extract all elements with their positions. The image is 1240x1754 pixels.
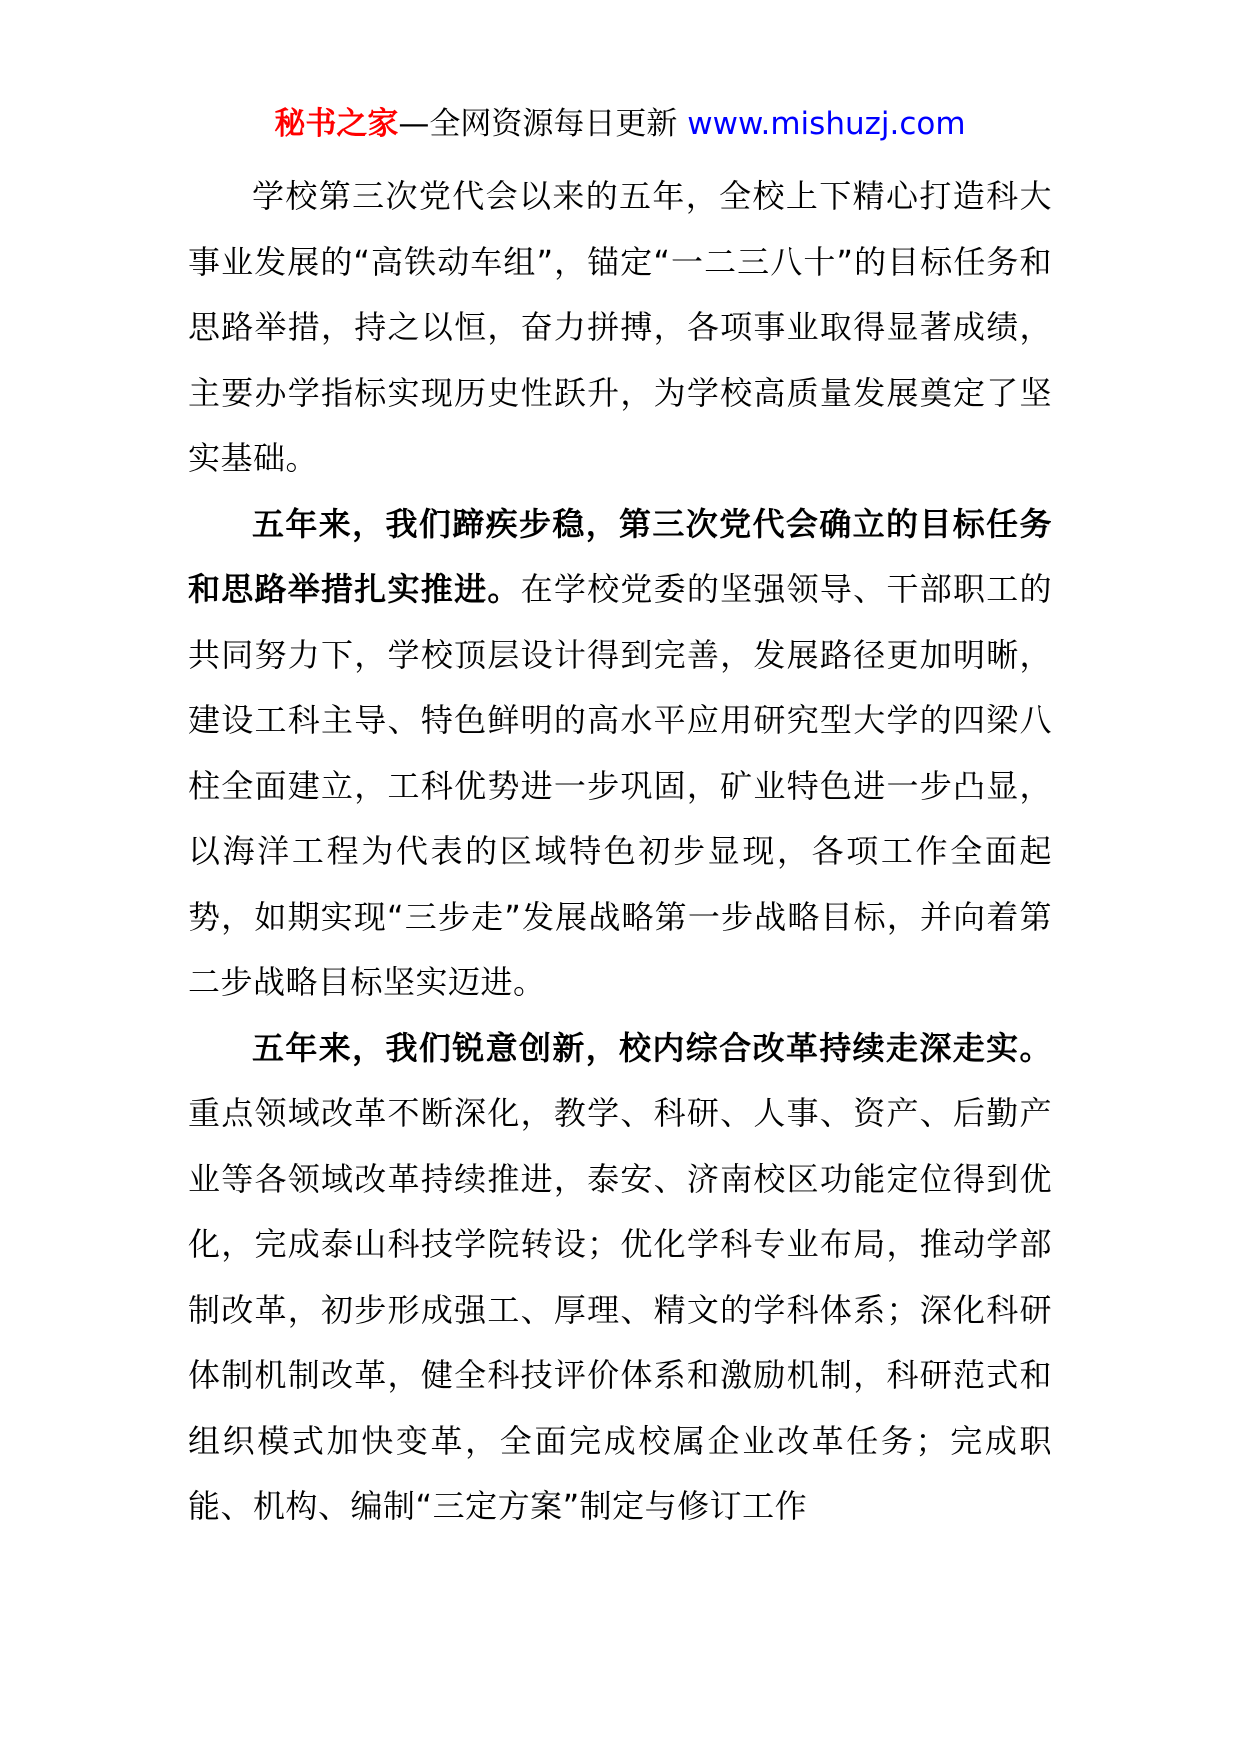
paragraph-text: 重点领域改革不断深化，教学、科研、人事、资产、后勤产业等各领域改革持续推进，泰安、济南校区功能定位得到优化，完成泰山科技学院转设；优化学科专业布局，推动学部制改革，初步形成强工、厚理、精文的学科体系；深化科研体制机制改革，健全科技评价体系和激励机制，科研范式和组织模式加快变革，全面完成校属企业改革任务；完成职能、机构、编制“三定方案”制定与修订工作 xyxy=(188,1094,1052,1525)
paragraph xyxy=(188,164,1052,492)
header-url-link[interactable]: www.mishuzj.com xyxy=(687,106,966,142)
paragraph xyxy=(188,492,1052,1016)
page-header xyxy=(0,104,1240,144)
header-slogan: —全网资源每日更新 xyxy=(398,106,688,142)
paragraph-lead: 五年来，我们蹄疾步稳，第三次党代会确立的目标任务和思路举措扎实推进。 xyxy=(188,504,1052,608)
paragraph-text: 在学校党委的坚强领导、干部职工的共同努力下，学校顶层设计得到完善，发展路径更加明晰，建设工科主导、特色鲜明的高水平应用研究型大学的四梁八柱全面建立，工科优势进一步巩固，矿业特色进一步凸显，以海洋工程为代表的区域特色初步显现，各项工作全面起势，如期实现“三步走”发展战略第一步战略目标，并向着第二步战略目标坚实迈进。 xyxy=(188,570,1052,1001)
paragraph xyxy=(188,1016,1052,1540)
header-brand: 秘书之家 xyxy=(274,106,399,142)
document-body xyxy=(188,164,1052,1540)
paragraph-text: 学校第三次党代会以来的五年，全校上下精心打造科大事业发展的“高铁动车组”，锚定“一二三八十”的目标任务和思路举措，持之以恒，奋力拼搏，各项事业取得显著成绩，主要办学指标实现历史性跃升，为学校高质量发展奠定了坚实基础。 xyxy=(188,177,1052,477)
paragraph-lead: 五年来，我们锐意创新，校内综合改革持续走深走实。 xyxy=(252,1028,1052,1067)
